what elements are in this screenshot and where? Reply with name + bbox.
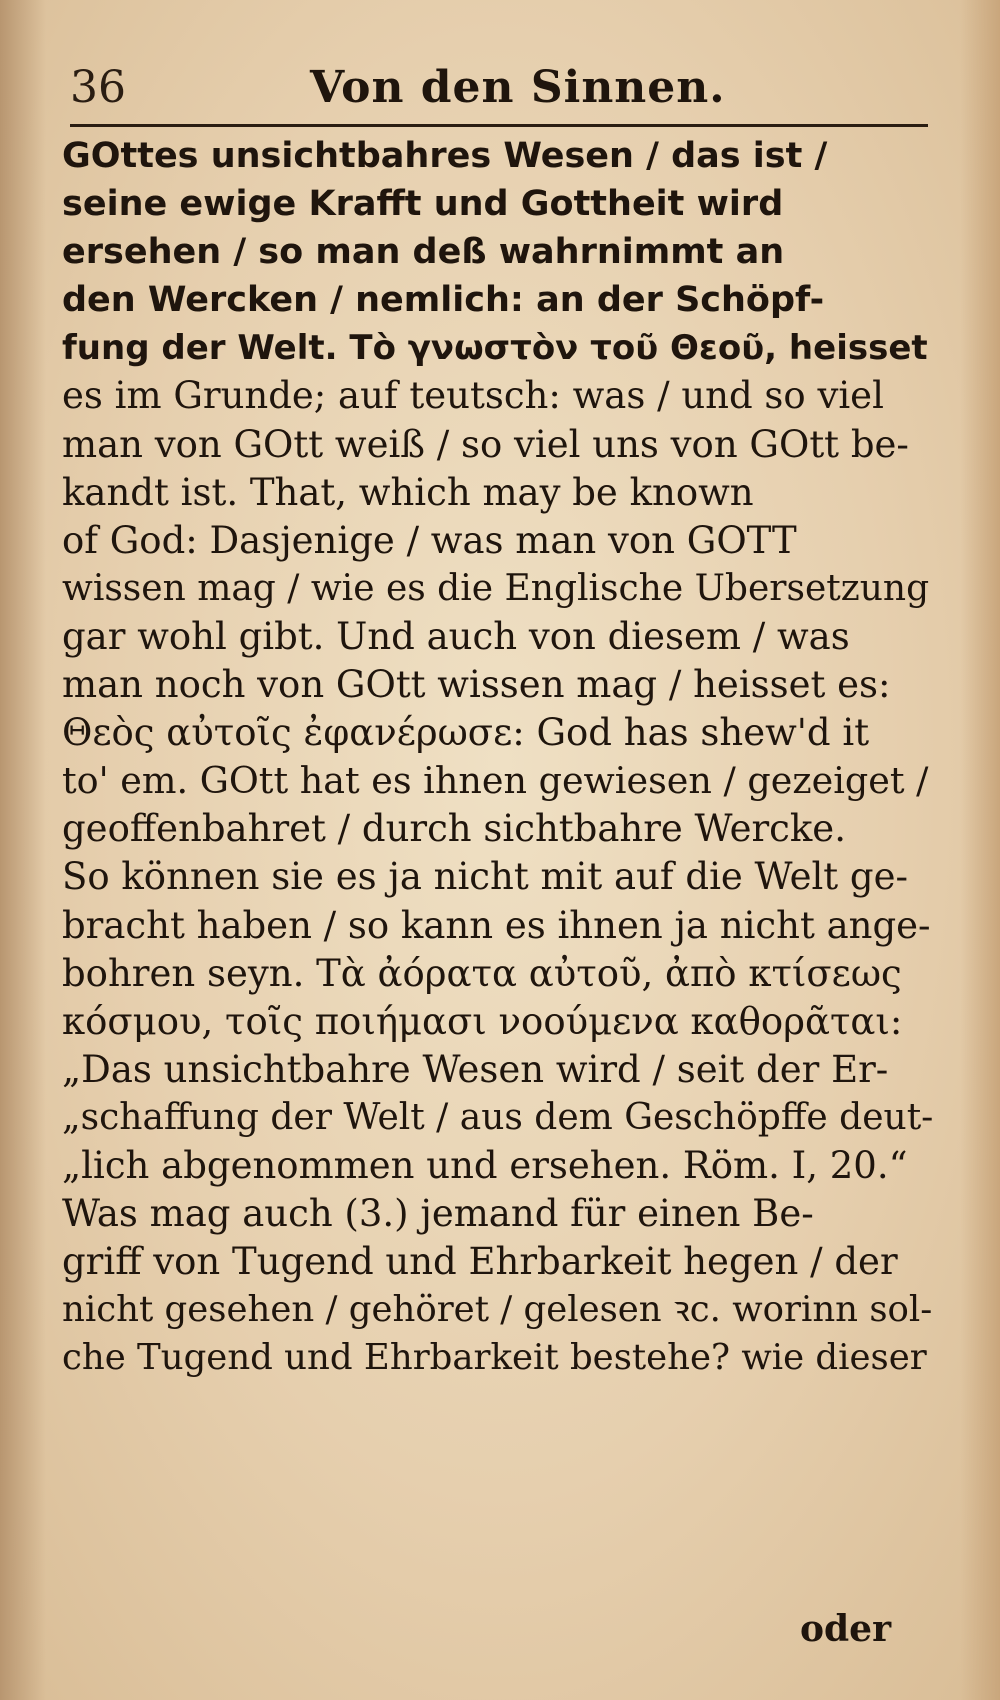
text-line: ersehen / so man deß wahrnimmt an: [62, 232, 785, 273]
text-line: wissen mag / wie es die Englische Ubersetzung: [62, 567, 930, 609]
page-header: [70, 62, 930, 122]
text-line: So können sie es ja nicht mit auf die Welt ge-: [62, 855, 909, 899]
text-line: Θεὸς αὐτοῖς ἐφανέρωσε: God has shew'd it: [62, 711, 870, 755]
text-line: fung der Welt. Τὸ γνωστὸν τοῦ Θεοῦ, heisset: [62, 328, 928, 369]
page-shadow-right: [960, 0, 1000, 1700]
text-line: man von GOtt weiß / so viel uns von GOtt be-: [62, 422, 909, 466]
text-line: to' em. GOtt hat es ihnen gewiesen / gezeiget /: [62, 759, 929, 803]
text-line: „schaffung der Welt / aus dem Geschöpffe deut-: [62, 1096, 934, 1138]
text-line: man noch von GOtt wissen mag / heisset es:: [62, 663, 891, 707]
catchword: oder: [800, 1608, 892, 1650]
running-head: Von den Sinnen.: [310, 62, 726, 113]
text-line: seine ewige Krafft und Gottheit wird: [62, 184, 784, 225]
text-line: κόσμου, τοῖς ποιήμασι νοούμενα καθορᾶται:: [62, 999, 903, 1043]
text-body: [62, 132, 934, 1382]
text-line: nicht gesehen / gehöret / gelesen ꝛc. worinn sol-: [62, 1289, 933, 1331]
text-line: den Wercken / nemlich: an der Schöpf-: [62, 280, 825, 321]
text-line: kandt ist. That, which may be known: [62, 470, 754, 514]
text-line: che Tugend und Ehrbarkeit bestehe? wie dieser: [62, 1337, 927, 1379]
text-line: of God: Dasjenige / was man von GOTT: [62, 518, 797, 562]
page-number: 36: [70, 62, 126, 113]
text-line: „Das unsichtbahre Wesen wird / seit der Er-: [62, 1047, 889, 1091]
text-line: es im Grunde; auf teutsch: was / und so viel: [62, 374, 884, 418]
header-rule: [70, 124, 928, 127]
text-line: geoffenbahret / durch sichtbahre Wercke.: [62, 807, 846, 851]
text-line: bohren seyn. Τὰ ἀόρατα αὐτοῦ, ἀπὸ κτίσεως: [62, 951, 902, 995]
text-line: Was mag auch (3.) jemand für einen Be-: [62, 1192, 814, 1236]
text-line: GOttes unsichtbahres Wesen / das ist /: [62, 136, 828, 176]
text-line: gar wohl gibt. Und auch von diesem / was: [62, 614, 850, 658]
page-shadow-left: [0, 0, 46, 1700]
text-line: bracht haben / so kann es ihnen ja nicht ange-: [62, 903, 931, 947]
text-line: „lich abgenommen und ersehen. Röm. I, 20.“: [62, 1143, 908, 1187]
text-line: griff von Tugend und Ehrbarkeit hegen / der: [62, 1240, 898, 1284]
